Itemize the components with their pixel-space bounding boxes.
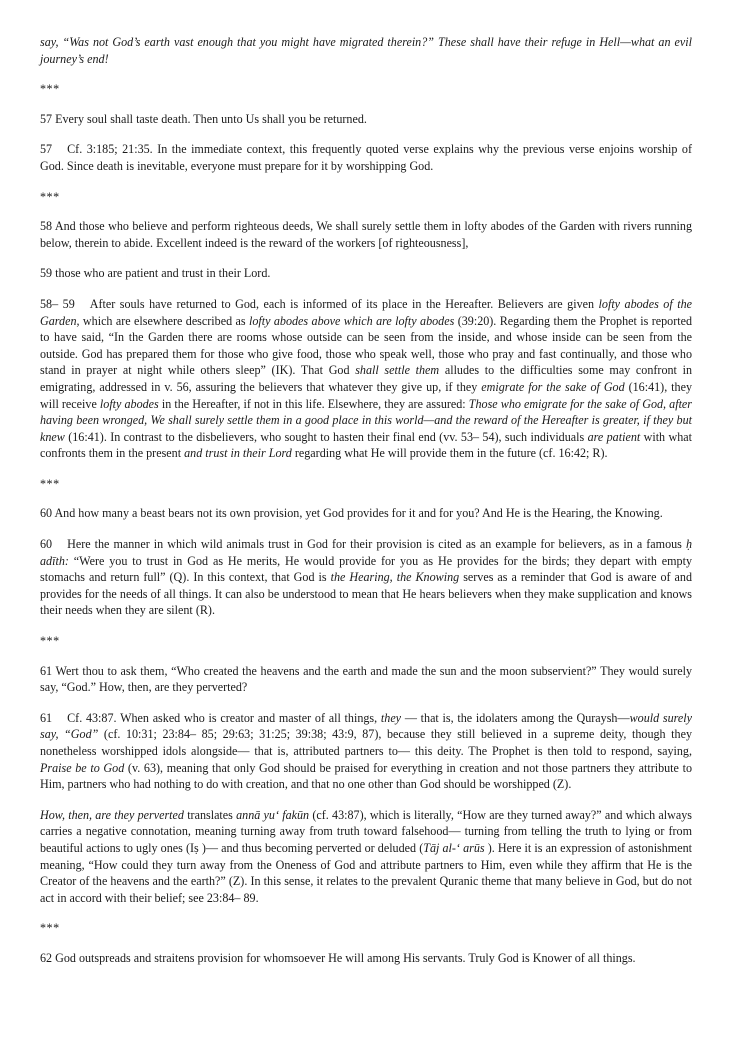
verse-paragraph — [40, 111, 692, 128]
verse-paragraph — [40, 950, 692, 967]
body-text: (16:41), they will receive — [40, 379, 693, 411]
page-content — [40, 34, 692, 967]
body-text: (cf. 10:31; 23:84– 85; 29:63; 31:25; 39:38; 43:9, 87), because they still believed in a supreme deity, though they nonetheless worshipped idols alongside— that is, attributed partners to— this deity. The Prophet is then told to respond, saying, — [40, 727, 692, 758]
body-text: in the Hereafter, if not in this life. Elsewhere, they are assured: — [158, 396, 469, 411]
verse-paragraph — [40, 218, 692, 251]
emphasized-text: Tāj al-ʻ arūs — [423, 840, 485, 855]
body-text: (16:41). In contrast to the disbelievers, who sought to hasten their final end (vv. 53– 54), such individuals — [64, 429, 588, 444]
commentary-verse-number: 57 — [40, 142, 53, 157]
verse-paragraph — [40, 663, 692, 696]
body-text: After souls have returned to God, each is informed of its place in the Hereafter. Believers are given — [89, 296, 599, 311]
body-text: with what confronts them in the present — [40, 429, 692, 461]
commentary-continuation-paragraph — [40, 807, 692, 907]
body-text: 59 those who are patient and trust in their Lord. — [40, 266, 271, 281]
body-text: (cf. 43:87), which is literally, “How are they turned away?” and which always carries a negative connotation, meaning turning away from truth toward falsehood— turning from telling the truth to lying or from beautiful actions to ugly ones (Iṣ )— and thus becoming perverted or deluded ( — [40, 807, 692, 855]
section-separator: *** — [40, 189, 60, 204]
verse-paragraph — [40, 265, 692, 282]
emphasized-text: ḥ adīth: — [40, 537, 692, 568]
verse-paragraph — [40, 505, 692, 522]
body-text: 57 Every soul shall taste death. Then unto Us shall you be returned. — [40, 111, 367, 126]
emphasized-text: lofty abodes above which are lofty abodes — [248, 313, 455, 328]
body-text: Cf. 3:185; 21:35. In the immediate context, this frequently quoted verse explains why the previous verse enjoins worship of God. Since death is inevitable, everyone must prepare for it by worshipping God. — [40, 142, 692, 173]
body-text: alludes to the difficulties some may confront in emigrating, addressed in v. 56, assuring the believers that whatever they give up, if they — [40, 363, 692, 394]
body-text: ). Here it is an expression of astonishment meaning, “How could they turn away from the Oneness of God and attribute partners to Him, even while they affirm that He is the Creator of the heavens and the earth?” (Z). In this sense, it relates to the prevalent Quranic theme that many believe in God, but do not act in accord with their belief; see 23:84– 89. — [40, 840, 692, 905]
emphasized-text: would surely say, “God” — [40, 710, 693, 742]
emphasized-text: Praise be to God — [40, 760, 125, 775]
emphasized-text: lofty abodes of the Garden, — [40, 296, 692, 328]
body-text: 62 God outspreads and straitens provision for whomsoever He will among His servants. Truly God is Knower of all things. — [40, 950, 636, 965]
commentary-paragraph — [40, 536, 692, 619]
emphasized-text: and trust in their Lord — [184, 446, 292, 461]
commentary-paragraph — [40, 296, 692, 462]
body-text: — that is, the idolaters among the Quraysh— — [401, 710, 630, 725]
body-text: Here the manner in which wild animals trust in God for their provision is cited as an example for believers, as in a famous — [67, 537, 686, 552]
body-text: Cf. 43:87. When asked who is creator and master of all things, — [67, 710, 381, 725]
body-text: (39:20). Regarding them the Prophet is reported to have said, “In the Garden there are rooms whose outside can be seen from the inside, and whose inside can be seen from the outside. God has prepared them for those who give food, those who speak well, those who pray and fast continually, and those who stand in prayer at night while others sleep” (IK). That God — [40, 313, 693, 378]
body-text: “Were you to trust in God as He merits, He would provide for you as He provides for the birds; they depart with empty stomachs and return full” (Q). In this context, that God is — [40, 553, 692, 585]
body-text: (v. 63), meaning that only God should be praised for everything in creation and not those partners they attribute to Him, partners who had nothing to do with creation, and that no one other than God should be worshipped (Z). — [40, 760, 692, 792]
section-separator: *** — [40, 634, 60, 649]
emphasized-text: they — [380, 710, 402, 725]
emphasized-text: Those who emigrate for the sake of God, after having been wronged, We shall surely settle them in a good place in this world—and the reward of the Hereafter is greater, if they but knew — [40, 396, 692, 444]
emphasized-text: emigrate for the sake of God — [481, 379, 625, 394]
emphasized-text: shall settle them — [355, 363, 440, 378]
verse-continuation-paragraph — [40, 34, 692, 67]
section-separator: *** — [40, 921, 60, 936]
body-text: 58 And those who believe and perform righteous deeds, We shall surely settle them in lofty abodes of the Garden with rivers running below, therein to abide. Excellent indeed is the reward of the workers [of righteousness], — [40, 219, 692, 250]
emphasized-text: are patient — [587, 429, 641, 444]
body-text: 60 And how many a beast bears not its own provision, yet God provides for it and for you? And He is the Hearing, the Knowing. — [40, 506, 663, 521]
emphasized-text: the Hearing, the Knowing — [330, 570, 460, 585]
body-text: regarding what He will provide them in the future (cf. 16:42; R). — [291, 446, 608, 461]
body-text: serves as a reminder that God is aware of and provides for the needs of all things. It can also be understood to mean that He hears believers when they make supplication and knows their needs when they are silent (R). — [40, 570, 692, 618]
body-text: 61 Wert thou to ask them, “Who created the heavens and the earth and made the sun and the moon subservient?” They would surely say, “God.” How, then, are they perverted? — [40, 663, 692, 695]
commentary-verse-number: 61 — [40, 710, 53, 725]
commentary-verse-number: 60 — [40, 537, 53, 552]
section-separator: *** — [40, 82, 60, 97]
emphasized-text: How, then, are they perverted — [40, 807, 184, 822]
emphasized-text: say, “Was not God’s earth vast enough that you might have migrated therein?” These shall have their refuge in Hell—what an evil journey’s end! — [40, 35, 692, 66]
emphasized-text: annā yuʻ fakūn — [236, 807, 310, 822]
section-separator: *** — [40, 476, 60, 491]
commentary-verse-number: 58– 59 — [40, 296, 75, 311]
emphasized-text: lofty abodes — [99, 396, 159, 411]
body-text: translates — [183, 807, 237, 822]
commentary-paragraph — [40, 141, 692, 174]
commentary-paragraph — [40, 710, 692, 793]
body-text: which are elsewhere described as — [79, 313, 249, 328]
